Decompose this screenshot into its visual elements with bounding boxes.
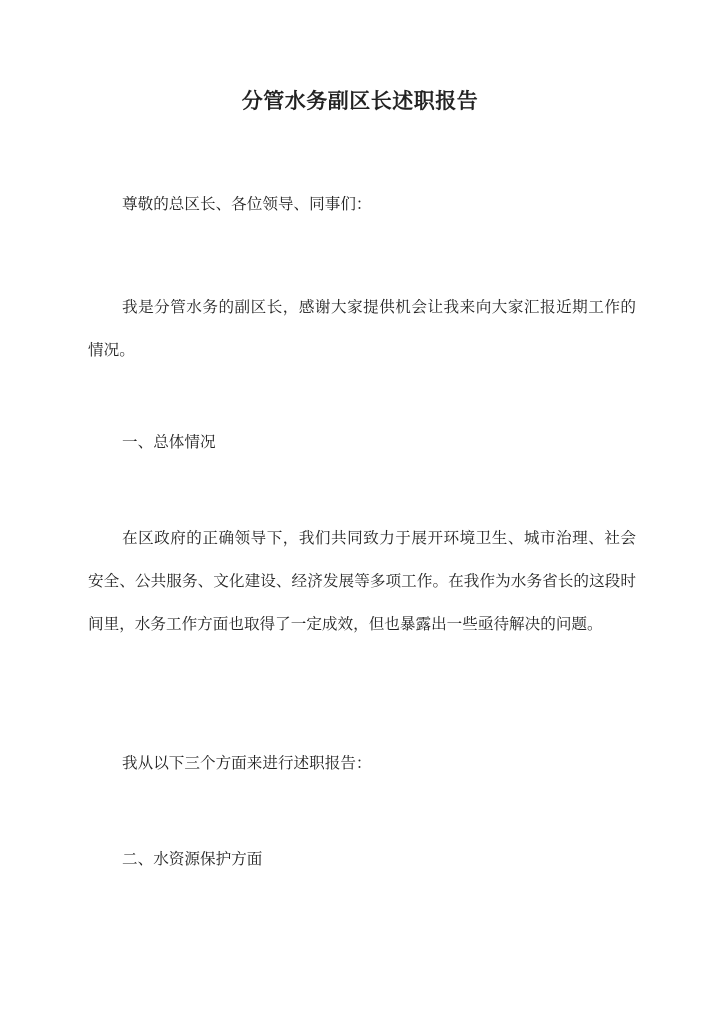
section-heading-overview: 一、总体情况 — [122, 433, 216, 451]
section-heading-water-resources: 二、水资源保护方面 — [122, 850, 263, 868]
report-outline-paragraph: 我从以下三个方面来进行述职报告： — [122, 754, 372, 772]
document-title: 分管水务副区长述职报告 — [241, 88, 479, 113]
intro-paragraph: 我是分管水务的副区长，感谢大家提供机会让我来向大家汇报近期工作的情况。 — [88, 298, 636, 359]
salutation-paragraph: 尊敬的总区长、各位领导、同事们： — [122, 195, 372, 213]
overview-paragraph: 在区政府的正确领导下，我们共同致力于展开环境卫生、城市治理、社会安全、公共服务、文化建设、经济发展等多项工作。在我作为水务省长的这段时间里，水务工作方面也取得了一定成效，但也暴露出一些亟待解决的问题。 — [88, 529, 636, 633]
